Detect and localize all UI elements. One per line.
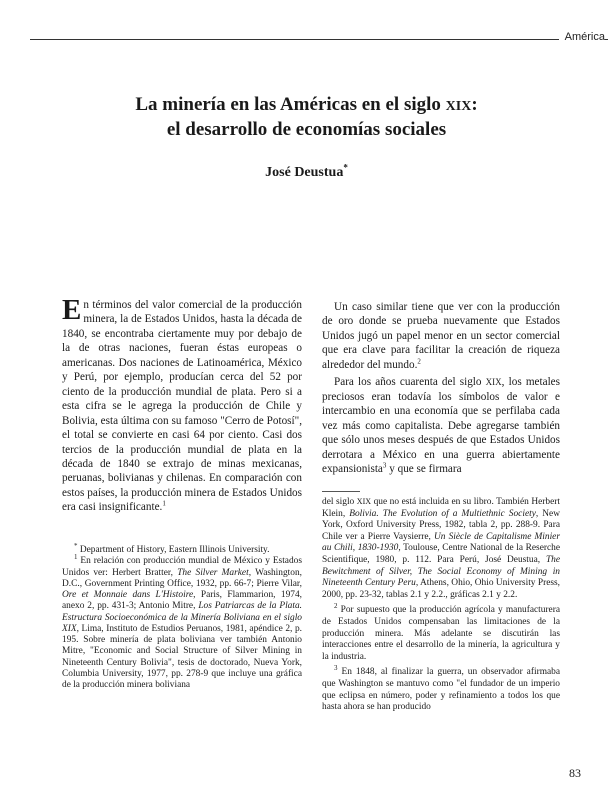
article-title — [0, 93, 613, 141]
footnote-3-mark: 3 — [334, 664, 338, 673]
footnote-2 — [322, 602, 561, 663]
footnote-2-text: Por supuesto que la producción agrícola y manufacturera de Estados Unidos compensaban las limitaciones de la producción minera. Más adelante se discutirán las interacciones entre el desarrollo de la minería, la agricultura y la industria. — [322, 605, 561, 662]
title-line-2: el desarrollo de economías sociales — [166, 119, 447, 140]
footnote-3 — [322, 664, 560, 713]
footnote-ref-1: 1 — [162, 499, 166, 508]
page-number: 83 — [569, 766, 581, 780]
footnote-3-text: En 1848, al finalizar la guerra, un observador afirmaba que Washington se mantuvo como "el fundador de un imperio que eclipsa en número, poder y refinamiento a todos los que hasta ahora se han producido — [322, 667, 560, 713]
body-paragraph-3 — [322, 375, 560, 476]
body-paragraph-3-text-b: , los metales preciosos eran todavía los símbolos de valor e intercambio en una economía que se perfilaba cada vez más como capitalista. Debe agregarse también que sólo unos meses después de que Estados Unidos derrotara a México en una guerra abiertamente expansionista — [322, 376, 560, 475]
body-paragraph-2 — [322, 300, 560, 372]
title-colon: : — [471, 94, 478, 115]
footnote-1-title-b: Ore et Monnaie dans L'Histoire — [62, 590, 194, 600]
footnote-1-cont-e: , Athens, Ohio, Ohio University Press, 2000, pp. 23-32, tablas 2.1 y 2.2., gráficas 2.1 y 2.2. — [322, 578, 560, 600]
footnote-1-cont-d: , Toulouse, Centre National de la Reserche Scientifique, 1980, p. 112. Para Perú, José Deustua, — [322, 543, 560, 565]
body-paragraph-1 — [62, 294, 302, 515]
footnote-author-text: Department of History, Eastern Illinois University. — [79, 545, 270, 555]
footnote-author — [62, 541, 302, 556]
footnote-ref-2: 2 — [417, 357, 421, 366]
footnote-1-text-c: , Paris, Flammarion, 1974, anexo 2, pp. 431-3; Antonio Mitre, — [62, 590, 302, 612]
footnote-author-mark: * — [74, 541, 78, 550]
section-tag: América — [559, 31, 605, 43]
footnote-1 — [62, 553, 303, 691]
footnotes-left — [62, 541, 303, 691]
footnote-1-cont-a: del siglo — [322, 497, 357, 507]
footnote-2-mark: 2 — [334, 602, 338, 611]
footnote-1-text-a: En relación con producción mundial de México y Estados Unidos ver: Herbert Bratter, — [62, 556, 302, 578]
author-footnote-mark: * — [343, 162, 348, 173]
footnote-1-cont-b: que no está incluida en su libro. También Herbert Klein, — [322, 497, 561, 519]
footnote-rule — [322, 491, 360, 492]
body-column-right — [322, 300, 560, 476]
body-paragraph-3-century: XIX — [485, 377, 502, 388]
drop-cap: E — [62, 294, 82, 326]
title-line-1-text: La minería en las Américas en el siglo — [135, 94, 446, 115]
title-century: XIX — [445, 99, 472, 114]
footnote-ref-3: 3 — [382, 461, 387, 470]
footnote-1-cont-c: , New York, Oxford University Press, 1982, tabla 2, pp. 288-9. Para Chile ver a Pierre Vaysierre, — [322, 508, 560, 542]
body-paragraph-2-text: Un caso similar tiene que ver con la producción de oro donde se prueba nuevamente que Estados Unidos jugó un papel menor en un sector comercial que era clave para facilitar la creación de riqueza alrededor del mundo. — [322, 301, 560, 371]
footnote-1-mark: 1 — [74, 553, 78, 562]
header-rule — [30, 39, 608, 40]
body-paragraph-3-text-c: y que se firmara — [386, 462, 462, 475]
footnote-1-cont-century: XIX — [356, 497, 372, 506]
author-name: José Deustua — [265, 165, 344, 180]
footnote-1-title-c: Los Patriarcas de la Plata. Estructura Socioeconómica de la Minería Boliviana en el siglo XIX — [62, 601, 303, 634]
footnote-1-cont-title-b: Un Siècle de Capitalisme Minier au Chili, 1830-1930 — [322, 531, 560, 554]
footnote-1-cont-title-c: The Bewitchment of Silver, The Social Economy of Mining in Nineteenth Century Peru — [322, 554, 560, 589]
body-paragraph-1-text: n términos del valor comercial de la producción minera, la de Estados Unidos, hasta la década de 1840, se encontraba ciertamente muy por debajo de la de otras naciones, fueran éstas europeas o americanas. Dos naciones de Latinoamérica, México y Perú, por ejemplo, producían cerca del 52 por ciento de la producción mundial de plata. Pero si a esta cifra se le agrega la producción de Chile y Bolivia, esta última con su famoso "Cerro de Potosí", el total se convierte en casi 64 por ciento. Casi dos tercios de la producción mundial de plata en la década de 1840 se extrajo de minas mexicanas, peruanas, bolivianas y chilenas. En comparación con estos países, la producción minera de Estados Unidos era casi insignificante. — [62, 299, 302, 514]
footnote-1-text-b: , Washington, D.C., Government Printing Office, 1932, pp. 66-7; Pierre Vilar, — [62, 567, 302, 589]
footnote-1-continued — [322, 496, 560, 601]
footnote-1-cont-title-a: Bolivia. The Evolution of a Multiethnic Society — [349, 508, 536, 519]
body-column-left — [62, 294, 302, 515]
footnotes-right — [322, 496, 560, 714]
author-line — [0, 162, 613, 181]
title-line-1 — [0, 93, 613, 118]
footnote-1-text-d: , Lima, Instituto de Estudios Peruanos, 1981, apéndice 2, p. 195. Sobre minería de plata boliviana ver también Antonio Mitre, "Economic and Social Structure of Silver Mining in Nineteenth Century Bolivia", tesis de doctorado, Nueva York, Columbia University, 1977, pp. 278-9 que incluye una gráfica de la producción minera boliviana — [62, 623, 302, 690]
body-paragraph-3-text-a: Para los años cuarenta del siglo — [334, 376, 486, 389]
footnote-1-title-a: The Silver Market — [177, 567, 249, 578]
